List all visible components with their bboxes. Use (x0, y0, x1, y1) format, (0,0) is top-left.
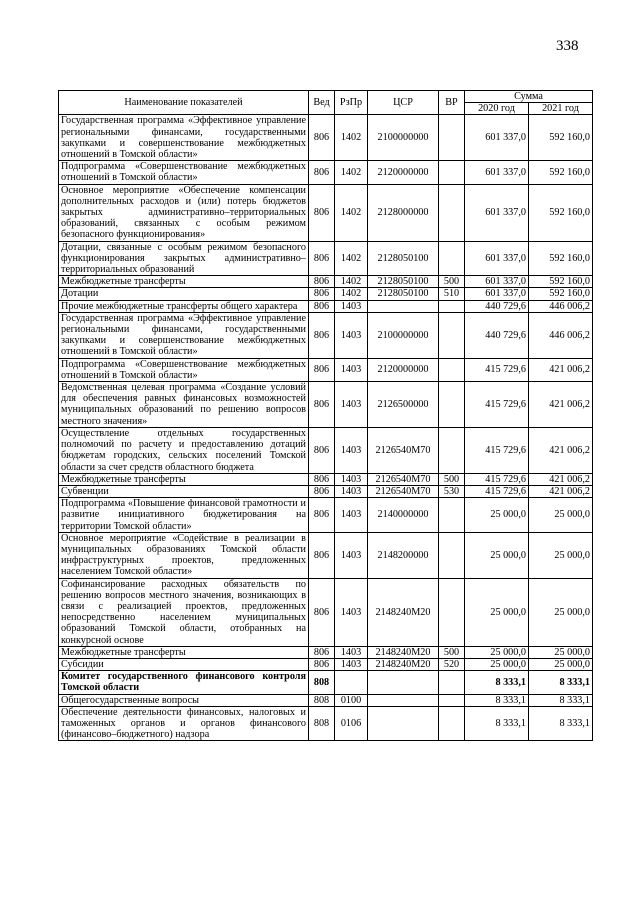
row-csr: 2148240М20 (368, 658, 439, 670)
row-amount-2020: 440 729,6 (465, 300, 529, 312)
row-csr: 2140000000 (368, 498, 439, 533)
row-csr: 2126540М70 (368, 473, 439, 485)
table-row (59, 241, 593, 276)
row-amount-2020: 8 333,1 (465, 694, 529, 706)
row-amount-2021: 421 006,2 (529, 358, 593, 381)
row-rzpr: 1402 (335, 161, 368, 184)
row-rzpr: 1403 (335, 646, 368, 658)
row-rzpr (335, 671, 368, 694)
row-vr (439, 241, 465, 276)
row-amount-2021: 592 160,0 (529, 241, 593, 276)
row-csr (368, 694, 439, 706)
row-rzpr: 1403 (335, 658, 368, 670)
row-amount-2021: 592 160,0 (529, 288, 593, 300)
row-csr (368, 671, 439, 694)
table-row (59, 485, 593, 497)
row-rzpr: 1403 (335, 473, 368, 485)
row-amount-2020: 601 337,0 (465, 161, 529, 184)
row-vr: 500 (439, 473, 465, 485)
row-ved: 806 (309, 358, 335, 381)
row-ved: 806 (309, 115, 335, 161)
row-name: Обеспечение деятельности финансовых, налоговых и таможенных органов и органов финансового (финансово–бюджетного) надзора (59, 706, 309, 741)
table-header (59, 91, 593, 115)
row-amount-2020: 415 729,6 (465, 358, 529, 381)
table-row (59, 276, 593, 288)
row-amount-2021: 592 160,0 (529, 276, 593, 288)
row-name: Софинансирование расходных обязательств по решению вопросов местного значения, возникающих в связи с реализацией проектов, предложенных непосредственно населением муниципальных образований Томской области, отобранных на конкурсной основе (59, 578, 309, 646)
row-rzpr: 1402 (335, 288, 368, 300)
row-rzpr: 1403 (335, 427, 368, 473)
row-vr (439, 358, 465, 381)
table-row (59, 706, 593, 741)
row-vr: 520 (439, 658, 465, 670)
row-amount-2021: 421 006,2 (529, 382, 593, 428)
row-ved: 806 (309, 161, 335, 184)
row-vr (439, 532, 465, 578)
row-name: Субвенции (59, 485, 309, 497)
row-ved: 806 (309, 646, 335, 658)
row-vr (439, 300, 465, 312)
table-row (59, 671, 593, 694)
row-ved: 806 (309, 658, 335, 670)
row-amount-2021: 592 160,0 (529, 115, 593, 161)
row-vr: 530 (439, 485, 465, 497)
row-name: Государственная программа «Эффективное управление региональными финансами, государственными закупками и совершенствование межбюджетных отношений в Томской области» (59, 115, 309, 161)
row-rzpr: 1403 (335, 532, 368, 578)
row-vr (439, 161, 465, 184)
row-rzpr: 1403 (335, 382, 368, 428)
row-amount-2021: 8 333,1 (529, 671, 593, 694)
row-csr: 2126500000 (368, 382, 439, 428)
row-ved: 806 (309, 312, 335, 358)
row-amount-2021: 25 000,0 (529, 498, 593, 533)
row-vr (439, 671, 465, 694)
row-amount-2020: 415 729,6 (465, 485, 529, 497)
header-year-2021: 2021 год (529, 103, 593, 115)
row-rzpr: 0106 (335, 706, 368, 741)
table-row (59, 498, 593, 533)
row-vr (439, 382, 465, 428)
row-name: Осуществление отдельных государственных полномочий по расчету и предоставлению дотаций бюджетам городских, сельских поселений Томской области за счет средств областного бюджета (59, 427, 309, 473)
row-ved: 806 (309, 288, 335, 300)
row-amount-2021: 446 006,2 (529, 312, 593, 358)
row-rzpr: 1403 (335, 358, 368, 381)
row-name: Комитет государственного финансового контроля Томской области (59, 671, 309, 694)
row-amount-2021: 421 006,2 (529, 485, 593, 497)
row-amount-2021: 25 000,0 (529, 578, 593, 646)
row-amount-2020: 440 729,6 (465, 312, 529, 358)
table-row (59, 578, 593, 646)
row-name: Общегосударственные вопросы (59, 694, 309, 706)
row-name: Основное мероприятие «Содействие в реализации в муниципальных образованиях Томской области инфраструктурных проектов, предложенных населением Томской области» (59, 532, 309, 578)
row-ved: 806 (309, 498, 335, 533)
row-rzpr: 1402 (335, 115, 368, 161)
row-name: Ведомственная целевая программа «Создание условий для обеспечения равных финансовых возможностей муниципальных образований по решению вопросов местного значения» (59, 382, 309, 428)
row-ved: 806 (309, 300, 335, 312)
row-csr: 2128050100 (368, 241, 439, 276)
row-rzpr: 1402 (335, 184, 368, 241)
row-name: Подпрограмма «Совершенствование межбюджетных отношений в Томской области» (59, 161, 309, 184)
table-row (59, 646, 593, 658)
table-row (59, 115, 593, 161)
row-rzpr: 1403 (335, 312, 368, 358)
row-ved: 806 (309, 485, 335, 497)
row-name: Государственная программа «Эффективное управление региональными финансами, государственными закупками и совершенствование межбюджетных отношений в Томской области» (59, 312, 309, 358)
row-name: Подпрограмма «Совершенствование межбюджетных отношений в Томской области» (59, 358, 309, 381)
header-csr: ЦСР (368, 91, 439, 115)
row-csr: 2128000000 (368, 184, 439, 241)
row-vr (439, 706, 465, 741)
row-rzpr: 1403 (335, 300, 368, 312)
row-vr (439, 115, 465, 161)
row-vr: 500 (439, 646, 465, 658)
table-row (59, 358, 593, 381)
row-csr: 2148240М20 (368, 578, 439, 646)
row-vr: 510 (439, 288, 465, 300)
row-amount-2020: 415 729,6 (465, 473, 529, 485)
table-row (59, 694, 593, 706)
row-csr (368, 300, 439, 312)
row-amount-2021: 592 160,0 (529, 184, 593, 241)
table-row (59, 382, 593, 428)
row-vr (439, 578, 465, 646)
row-csr: 2128050100 (368, 288, 439, 300)
row-csr: 2100000000 (368, 312, 439, 358)
row-name: Субсидии (59, 658, 309, 670)
table-row (59, 427, 593, 473)
row-ved: 806 (309, 382, 335, 428)
row-amount-2020: 601 337,0 (465, 276, 529, 288)
row-ved: 806 (309, 532, 335, 578)
row-name: Подпрограмма «Повышение финансовой грамотности и развитие инициативного бюджетирования на территории Томской области» (59, 498, 309, 533)
row-amount-2020: 415 729,6 (465, 382, 529, 428)
header-name: Наименование показателей (59, 91, 309, 115)
row-amount-2020: 25 000,0 (465, 658, 529, 670)
row-name: Дотации (59, 288, 309, 300)
row-amount-2020: 25 000,0 (465, 532, 529, 578)
row-rzpr: 1403 (335, 498, 368, 533)
header-ved: Вед (309, 91, 335, 115)
table-row (59, 312, 593, 358)
row-csr: 2120000000 (368, 358, 439, 381)
row-csr: 2148200000 (368, 532, 439, 578)
row-name: Межбюджетные трансферты (59, 473, 309, 485)
row-rzpr: 1403 (335, 485, 368, 497)
row-rzpr: 1402 (335, 276, 368, 288)
row-amount-2020: 8 333,1 (465, 671, 529, 694)
row-vr (439, 312, 465, 358)
row-rzpr: 1402 (335, 241, 368, 276)
row-ved: 806 (309, 241, 335, 276)
row-ved: 806 (309, 184, 335, 241)
row-vr (439, 427, 465, 473)
page-number: 338 (556, 38, 579, 54)
row-amount-2021: 25 000,0 (529, 646, 593, 658)
row-amount-2021: 421 006,2 (529, 427, 593, 473)
row-name: Основное мероприятие «Обеспечение компенсации дополнительных расходов и (или) потерь бюджетов закрытых административно–территориальных образований, связанных с особым режимом безопасного функционирования» (59, 184, 309, 241)
budget-table (58, 90, 593, 741)
table-body (59, 115, 593, 741)
row-ved: 806 (309, 276, 335, 288)
header-rzpr: РзПр (335, 91, 368, 115)
row-amount-2020: 601 337,0 (465, 184, 529, 241)
row-csr: 2120000000 (368, 161, 439, 184)
row-rzpr: 1403 (335, 578, 368, 646)
row-amount-2020: 601 337,0 (465, 288, 529, 300)
row-amount-2021: 592 160,0 (529, 161, 593, 184)
row-csr: 2126540М70 (368, 485, 439, 497)
row-ved: 808 (309, 706, 335, 741)
header-year-2020: 2020 год (465, 103, 529, 115)
row-amount-2020: 25 000,0 (465, 578, 529, 646)
row-csr: 2148240М20 (368, 646, 439, 658)
table-row (59, 184, 593, 241)
row-vr (439, 694, 465, 706)
row-amount-2021: 8 333,1 (529, 706, 593, 741)
row-amount-2021: 8 333,1 (529, 694, 593, 706)
row-vr: 500 (439, 276, 465, 288)
row-amount-2020: 601 337,0 (465, 241, 529, 276)
row-csr (368, 706, 439, 741)
header-sum: Сумма (465, 91, 593, 103)
row-ved: 806 (309, 427, 335, 473)
table-row (59, 473, 593, 485)
row-rzpr: 0100 (335, 694, 368, 706)
row-amount-2021: 446 006,2 (529, 300, 593, 312)
row-vr (439, 498, 465, 533)
row-ved: 806 (309, 473, 335, 485)
table-row (59, 532, 593, 578)
row-vr (439, 184, 465, 241)
row-amount-2020: 601 337,0 (465, 115, 529, 161)
row-ved: 806 (309, 578, 335, 646)
row-ved: 808 (309, 671, 335, 694)
row-amount-2021: 421 006,2 (529, 473, 593, 485)
row-amount-2020: 25 000,0 (465, 498, 529, 533)
row-amount-2021: 25 000,0 (529, 658, 593, 670)
table-row (59, 161, 593, 184)
row-name: Межбюджетные трансферты (59, 276, 309, 288)
row-name: Межбюджетные трансферты (59, 646, 309, 658)
table-row (59, 300, 593, 312)
row-amount-2020: 8 333,1 (465, 706, 529, 741)
row-name: Прочие межбюджетные трансферты общего характера (59, 300, 309, 312)
row-amount-2020: 415 729,6 (465, 427, 529, 473)
row-name: Дотации, связанные с особым режимом безопасного функционирования закрытых административно–территориальных образований (59, 241, 309, 276)
table-row (59, 658, 593, 670)
table-row (59, 288, 593, 300)
row-ved: 808 (309, 694, 335, 706)
row-csr: 2100000000 (368, 115, 439, 161)
row-csr: 2128050100 (368, 276, 439, 288)
header-vr: ВР (439, 91, 465, 115)
row-csr: 2126540М70 (368, 427, 439, 473)
row-amount-2020: 25 000,0 (465, 646, 529, 658)
row-amount-2021: 25 000,0 (529, 532, 593, 578)
